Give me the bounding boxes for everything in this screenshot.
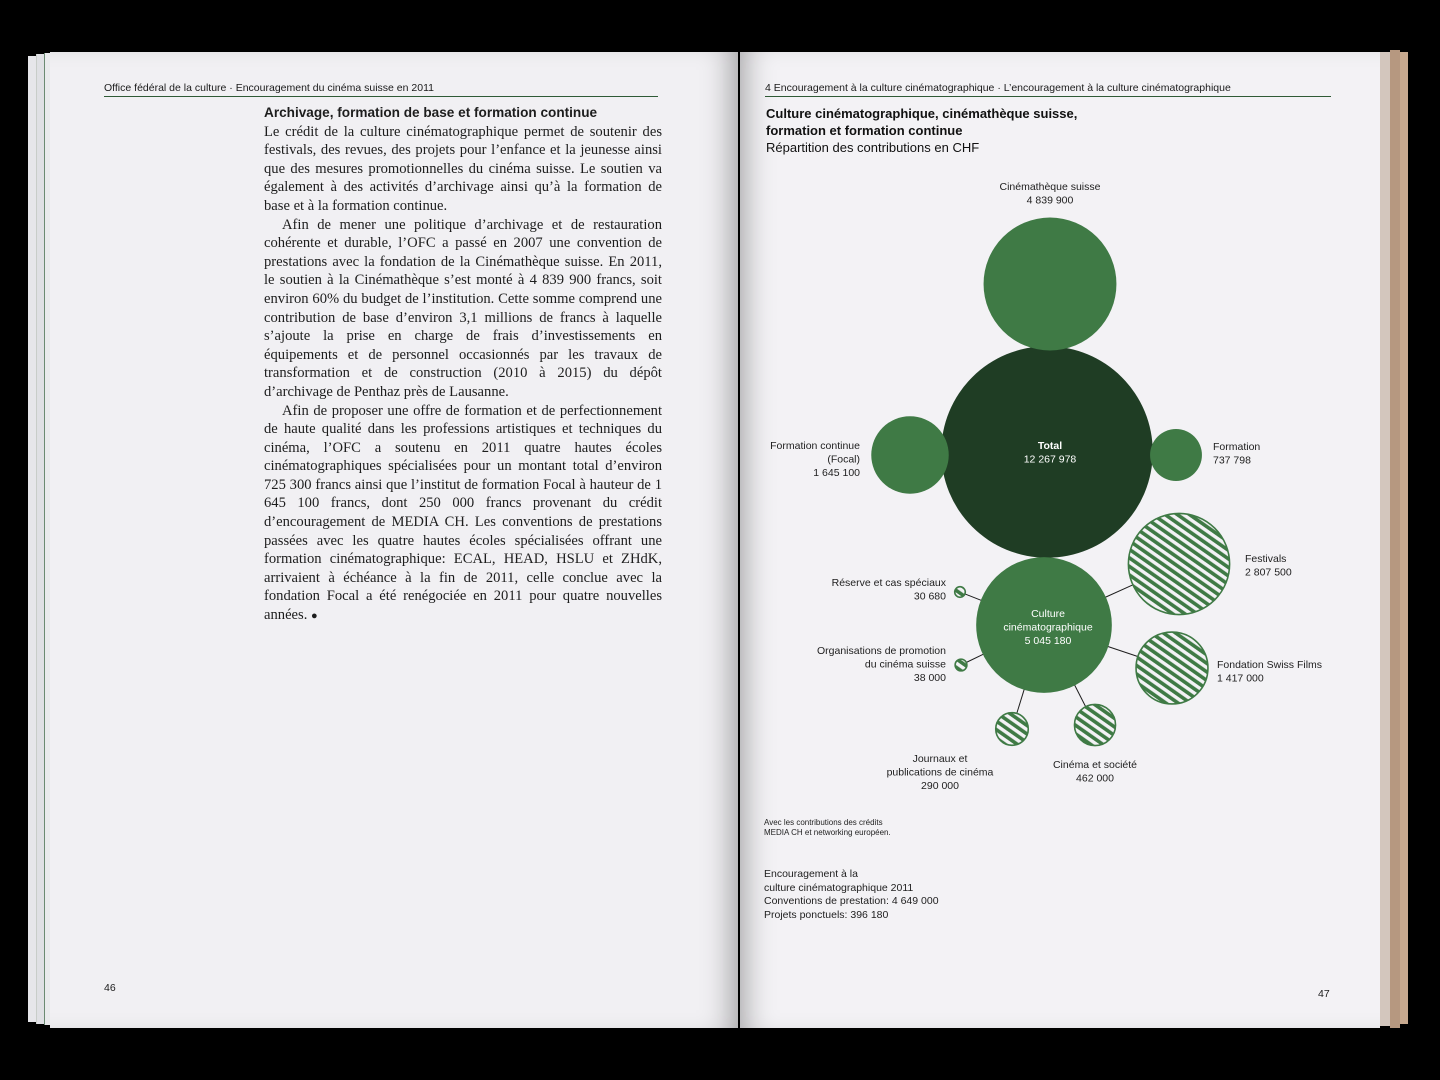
bubble-label-culture: Culture [1031, 608, 1065, 620]
connector-line-organisations [965, 654, 984, 663]
summary-line: Encouragement à la [764, 868, 858, 880]
page-number-right: 47 [1318, 988, 1330, 1000]
bubble-value-formation: 737 798 [1213, 454, 1251, 467]
bubble-value-cinematheque: 4 839 900 [1026, 194, 1074, 207]
summary-block [764, 868, 939, 922]
bubble-formation [1150, 429, 1202, 481]
connector-line-swissfilms [1106, 646, 1138, 657]
bubble-total [941, 346, 1153, 558]
bubble-cinematheque [984, 218, 1117, 351]
connector-line-cinema_societe [1074, 684, 1086, 708]
bubble-label-focal: Formation continue [770, 440, 860, 452]
running-head-left: Office fédéral de la culture · Encouragement du cinéma suisse en 2011 [104, 82, 658, 97]
running-head-right: 4 Encouragement à la culture cinématographique · L’encouragement à la culture cinématographique [765, 82, 1331, 97]
bubble-journaux [996, 713, 1029, 746]
bubble-focal [871, 416, 948, 493]
page-number-left: 46 [104, 982, 116, 994]
paragraph-1: Le crédit de la culture cinématographique permet de soutenir des festivals, des revues, des projets pour l’enfance et la jeunesse ainsi que des mesures promotionnelles du cinéma suisse. Le soutien va également à des activités d’archivage ainsi qu’à la formation de base et à la formation continue. [264, 123, 662, 214]
footnote-line: Avec les contributions des crédits [764, 818, 883, 827]
end-mark: ● [311, 610, 318, 623]
bubble-label-organisations: du cinéma suisse [864, 658, 946, 671]
bubble-reserve [955, 587, 966, 598]
bubble-label-swissfilms: Fondation Swiss Films [1217, 659, 1323, 671]
connector-line-journaux [1016, 688, 1024, 714]
summary-line: Projets ponctuels: 396 180 [764, 908, 889, 921]
bubble-value-swissfilms: 1 417 000 [1217, 672, 1264, 685]
connector-line-reserve [964, 594, 983, 601]
bubble-label-total: Total [1037, 440, 1063, 452]
bubble-value-focal: 1 645 100 [813, 467, 860, 480]
bubble-label-organisations: Organisations de promotion [817, 645, 946, 657]
bubble-value-journaux: 290 000 [921, 780, 959, 793]
footnote-line: MEDIA CH et networking européen. [764, 828, 891, 837]
bubble-label-cinema_societe: Cinéma et société [1052, 759, 1138, 771]
bubble-value-reserve: 30 680 [913, 590, 946, 603]
bubble-label-formation: Formation [1213, 441, 1261, 453]
bubble-label-focal: (Focal) [827, 453, 860, 466]
bubble-value-festivals: 2 807 500 [1245, 566, 1292, 579]
chart-footnote [764, 818, 891, 838]
chart-subtitle: Répartition des contributions en CHF [766, 140, 980, 155]
paragraph-2: Afin de mener une politique d’archivage et de restauration cohérente et durable, l’OFC a passé en 2007 une convention de prestations avec la fondation de la Cinémathèque suisse. En 2011, le soutien à la Cinémathèque s’est monté à 4 839 900 francs, soit environ 60% du budget de l’institution. Cette somme comprend une contribution de base d’environ 3,1 millions de francs à laquelle s’ajoute la prise en charge de frais d’investissements en équipements et de personnel occasionnés par les travaux de transformation et de construction (2010 à 2015) du dépôt d’archivage de Penthaz près de Lausanne. [264, 216, 662, 400]
bubble-cinema_societe [1074, 704, 1115, 745]
bubble-swissfilms [1136, 632, 1208, 704]
chart-title: Culture cinématographique, cinémathèque suisse, formation et formation continue [766, 106, 1078, 138]
bubble-label-journaux: Journaux et [912, 753, 968, 765]
summary-line: Conventions de prestation: 4 649 000 [764, 895, 939, 908]
bubble-value-cinema_societe: 462 000 [1076, 772, 1114, 785]
bubble-label-reserve: Réserve et cas spéciaux [831, 577, 946, 589]
bubble-value-total: 12 267 978 [1023, 453, 1077, 466]
bubble-label-cinematheque: Cinémathèque suisse [999, 181, 1101, 193]
bubble-organisations [955, 659, 967, 671]
bubble-label-festivals: Festivals [1245, 553, 1287, 565]
bubble-value-organisations: 38 000 [913, 672, 946, 685]
summary-line: culture cinématographique 2011 [764, 881, 914, 894]
section-heading: Archivage, formation de base et formation continue [264, 105, 598, 120]
bubble-value-culture: 5 045 180 [1024, 635, 1072, 648]
connector-line-festivals [1104, 584, 1134, 597]
bubble-festivals [1128, 513, 1229, 614]
paragraph-3-text: Afin de proposer une offre de formation et de perfectionnement de haute qualité dans les professions artistiques et techniques du cinéma, l’OFC a soutenu en 2011 quatre hautes écoles cinématographiques spécialisées pour un montant total d’environ 725 300 francs ainsi que l’institut de formation Focal à hauteur de 1 645 100 francs, dont 250 000 francs provenant du crédit d’encouragement de MEDIA CH. Les conventions de prestations passées avec les quatre hautes écoles spécialisées offrant une formation cinématographique: ECAL, HEAD, HSLU et ZHdK, arrivaient à échéance à la fin de 2011, celle conclue avec la fondation Focal a été renégociée en 2011 pour quatre nouvelles années. [264, 402, 662, 624]
bubble-label-journaux: publications de cinéma [886, 766, 994, 779]
bubble-label-culture: cinématographique [1003, 621, 1093, 634]
